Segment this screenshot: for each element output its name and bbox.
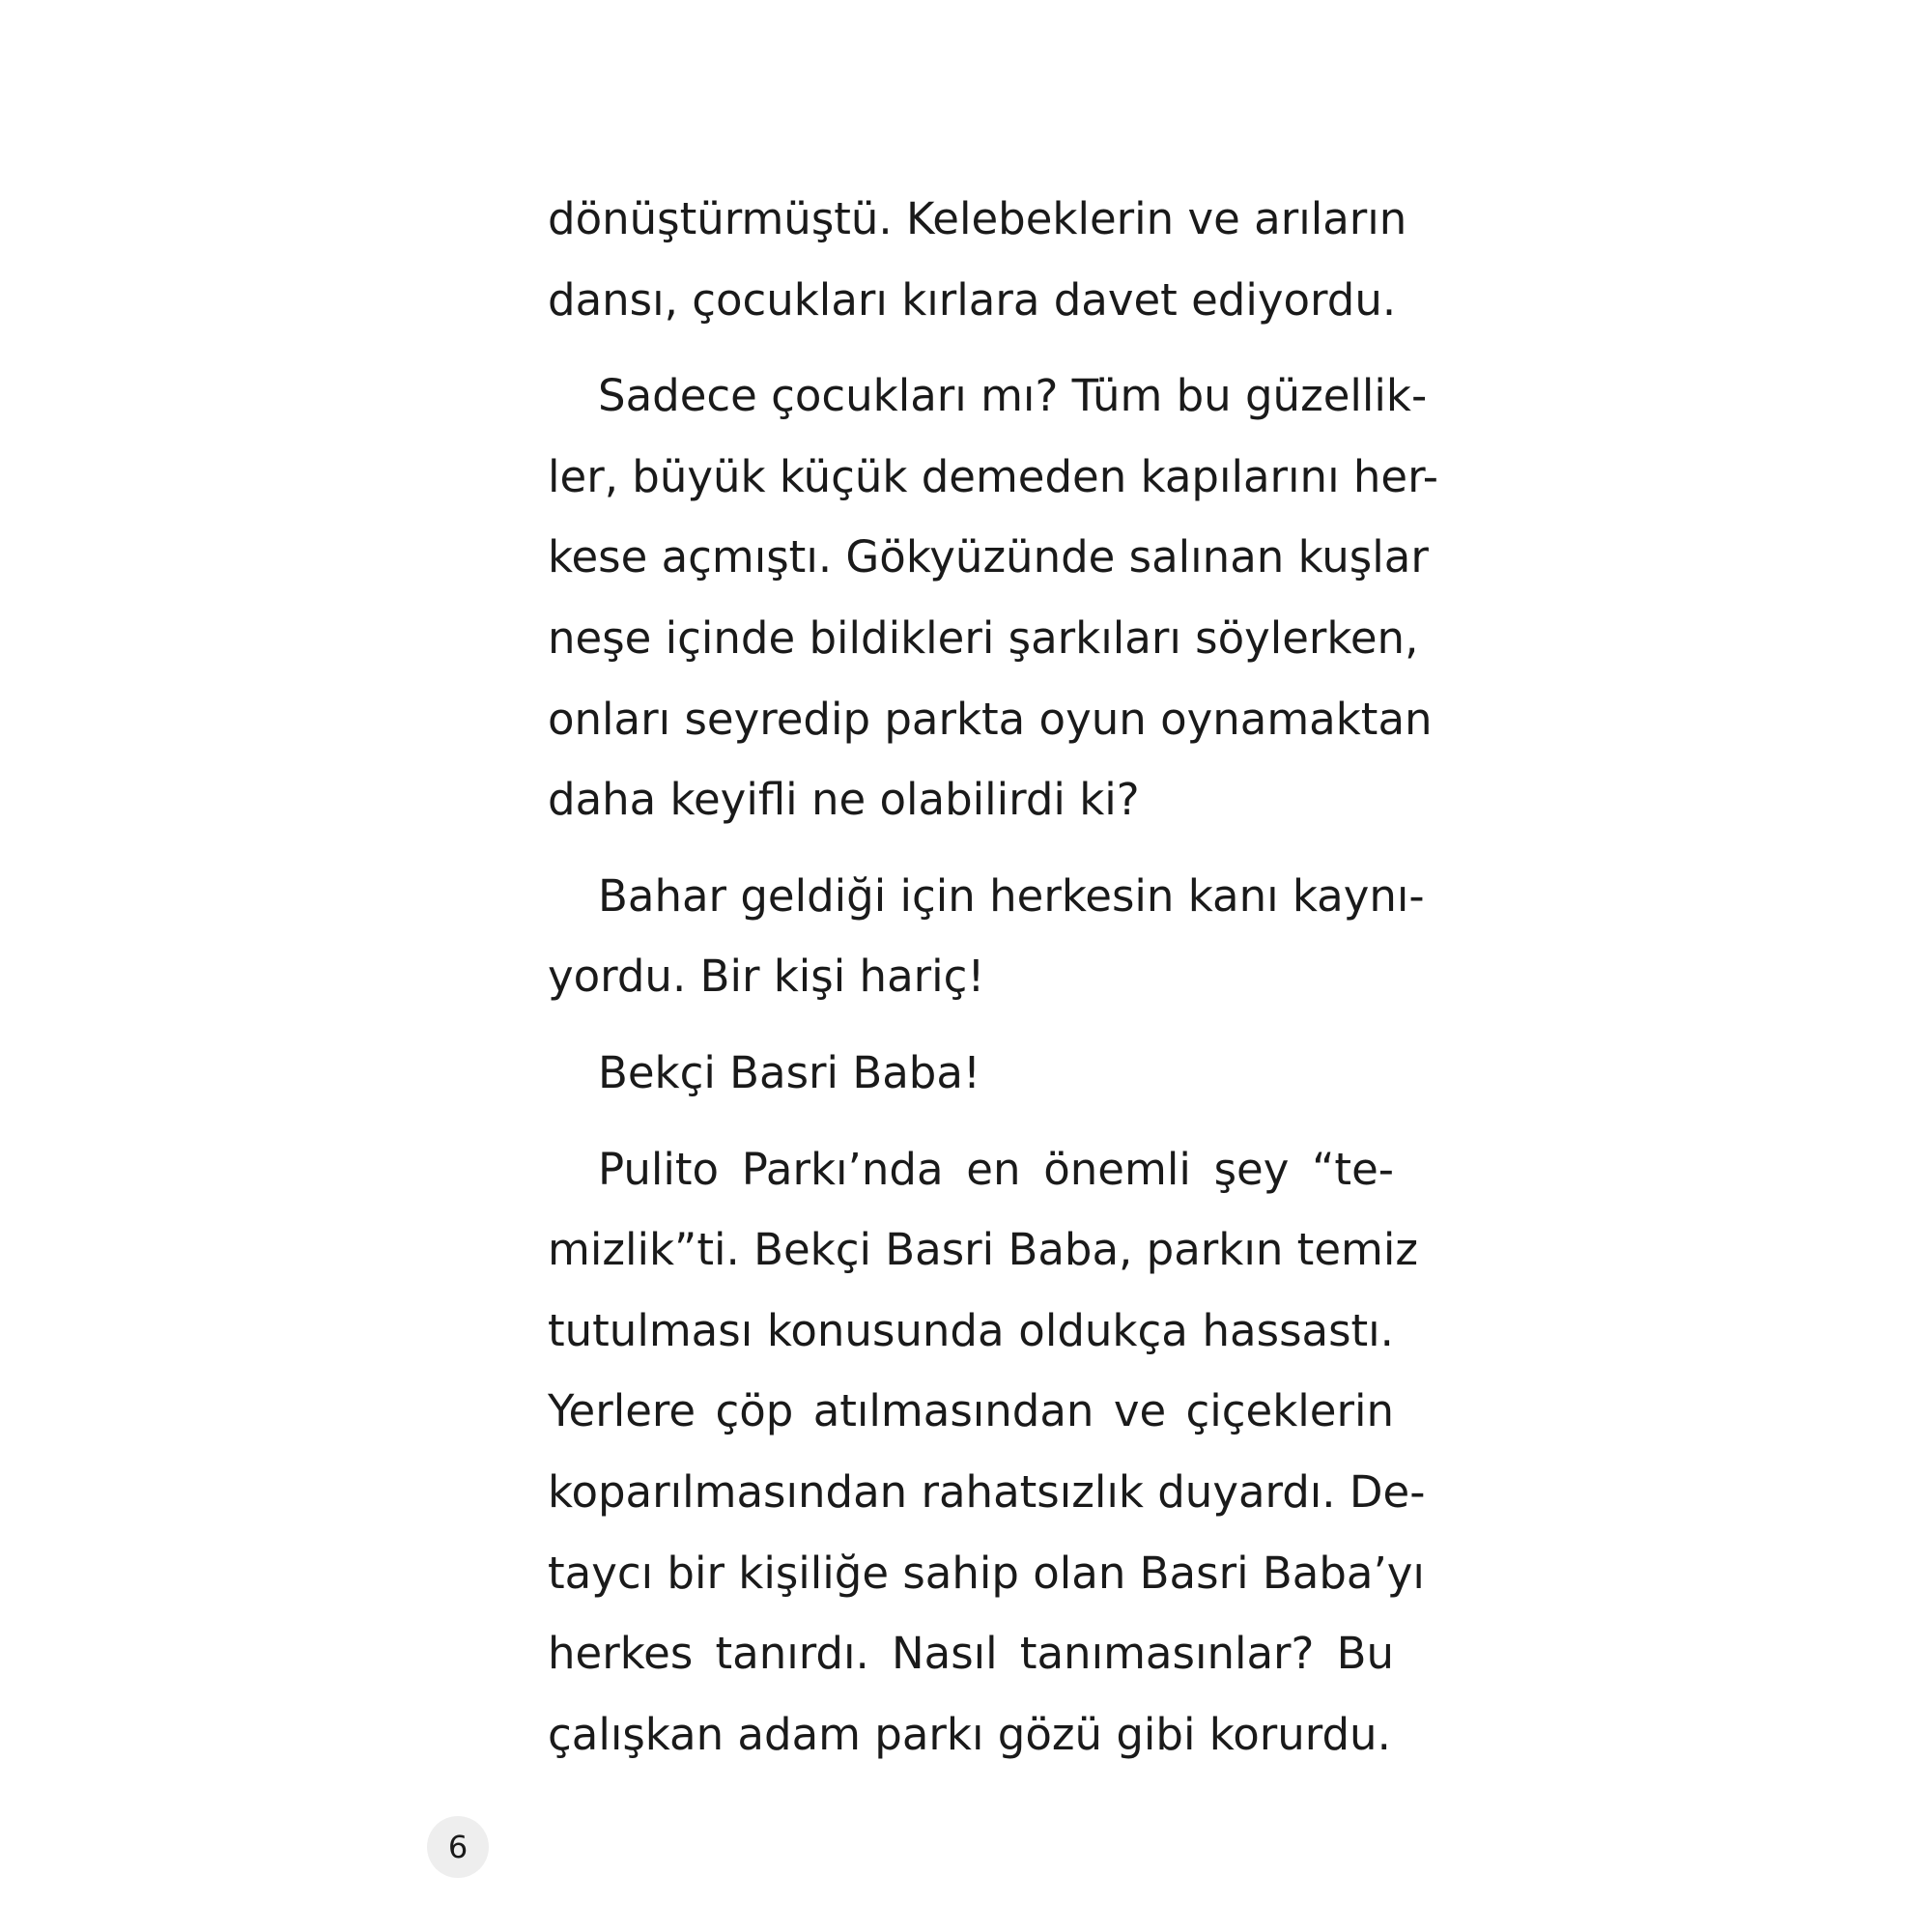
- paragraph-4: [548, 1033, 1394, 1114]
- paragraph-5: [548, 1129, 1426, 1776]
- page-number: 6: [427, 1816, 489, 1878]
- paragraph-3: [548, 856, 1425, 1017]
- text-line: Yerlere çöp atılmasından ve çiçeklerin: [548, 1385, 1394, 1437]
- text-line: taycı bir kişiliğe sahip olan Basri Baba’yı: [548, 1547, 1425, 1599]
- text-line: Bahar geldiği için herkesin kanı kaynı-: [598, 869, 1425, 922]
- paragraph-1: [548, 179, 1407, 340]
- text-line: koparılmasından rahatsızlık duyardı. De-: [548, 1465, 1426, 1518]
- text-line: Pulito Parkı’nda en önemli şey “te-: [598, 1143, 1394, 1195]
- text-line: mizlik”ti. Bekçi Basri Baba, parkın temiz: [548, 1224, 1418, 1276]
- text-line: tutulması konusunda oldukça hassastı.: [548, 1304, 1394, 1356]
- body-text: [548, 179, 1438, 1775]
- text-line: yordu. Bir kişi hariç!: [548, 951, 985, 1003]
- text-line: daha keyifli ne olabilirdi ki?: [548, 774, 1140, 826]
- text-line: çalışkan adam parkı gözü gibi korurdu.: [548, 1708, 1391, 1760]
- text-line: kese açmıştı. Gökyüzünde salınan kuşlar: [548, 531, 1429, 583]
- text-line: ler, büyük küçük demeden kapılarını her-: [548, 450, 1438, 502]
- paragraph-2: [548, 355, 1438, 840]
- text-line: neşe içinde bildikleri şarkıları söylerken,: [548, 611, 1419, 664]
- text-line: herkes tanırdı. Nasıl tanımasınlar? Bu: [548, 1628, 1394, 1680]
- text-line: dönüştürmüştü. Kelebeklerin ve arıların: [548, 193, 1407, 244]
- text-line: Sadece çocukları mı? Tüm bu güzellik-: [598, 370, 1428, 422]
- text-line: dansı, çocukları kırlara davet ediyordu.: [548, 273, 1397, 326]
- text-line: Bekçi Basri Baba!: [598, 1046, 980, 1098]
- text-line: onları seyredip parkta oyun oynamaktan: [548, 693, 1433, 745]
